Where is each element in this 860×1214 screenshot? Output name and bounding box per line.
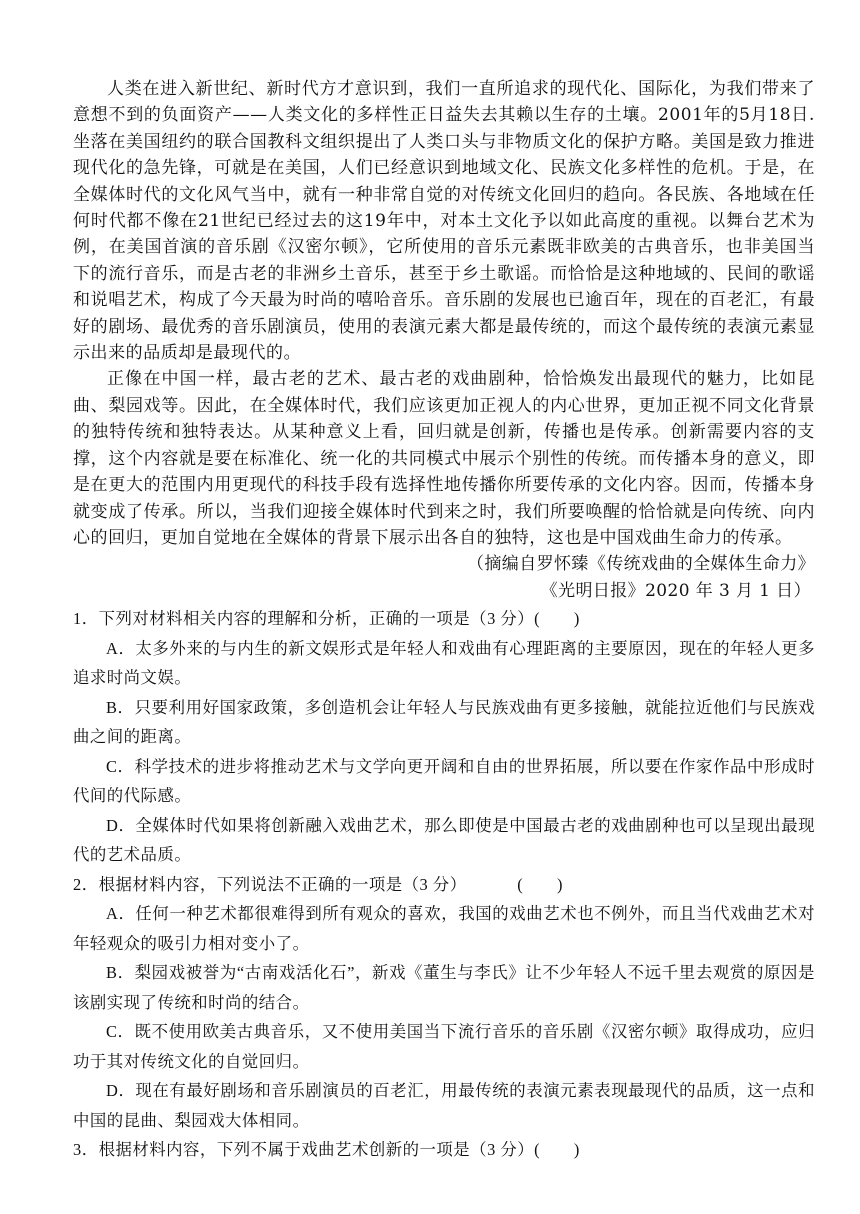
answer-bracket: ( ) bbox=[466, 874, 563, 894]
option-b: B．只要利用好国家政策，多创造机会让年轻人与民族戏曲有更多接触，就能拉近他们与民族戏曲之间的距离。 bbox=[73, 697, 815, 747]
answer-bracket: ( ) bbox=[534, 609, 580, 629]
option-a: A．太多外来的与内生的新文娱形式是年轻人和戏曲有心理距离的主要原因，现在的年轻人更多追求时尚文娱。 bbox=[73, 638, 815, 688]
reading-passage bbox=[73, 76, 815, 604]
option-d: D．全媒体时代如果将创新融入戏曲艺术，那么即使是中国最古老的戏曲剧种也可以呈现出最现代的艺术品质。 bbox=[73, 815, 815, 865]
passage-paragraph-2: 正像在中国一样，最古老的艺术、最古老的戏曲剧种，恰恰焕发出最现代的魅力，比如昆曲、梨园戏等。因此，在全媒体时代，我们应该更加正视人的内心世界，更加正视不同文化背景的独特传统和独特表达。从某种意义上看，回归就是创新，传播也是传承。创新需要内容的支撑，这个内容就是要在标准化、统一化的共同模式中展示个别性的传统。而传播本身的意义，即是在更大的范围内用更现代的科技手段有选择性地传播你所要传承的文化内容。因而，传播本身就变成了传承。所以，当我们迎接全媒体时代到来之时，我们所要唤醒的恰恰就是向传统、向内心的回归，更加自觉地在全媒体的背景下展示出各自的独特，这也是中国戏曲生命力的传承。 bbox=[73, 369, 815, 548]
question-2 bbox=[73, 870, 815, 1136]
option-d: D．现在有最好剧场和音乐剧演员的百老汇，用最传统的表演元素表现最现代的品质，这一点和中国的昆曲、梨园戏大体相同。 bbox=[73, 1081, 815, 1130]
option-c: C．科学技术的进步将推动艺术与文学向更开阔和自由的世界拓展，所以要在作家作品中形成时代间的代际感。 bbox=[73, 756, 815, 806]
exam-page bbox=[73, 76, 815, 1165]
question-3 bbox=[73, 1135, 815, 1165]
option-c: C．既不使用欧美古典音乐，又不使用美国当下流行音乐的音乐剧《汉密尔顿》取得成功，应归功于其对传统文化的自觉回归。 bbox=[73, 1022, 815, 1071]
question-stem bbox=[73, 870, 815, 900]
question-text: 1．下列对材料相关内容的理解和分析，正确的一项是（3 分） bbox=[73, 609, 535, 629]
option-b: B．梨园戏被誉为“古南戏活化石”，新戏《董生与李氏》让不少年轻人不远千里去观赏的原因是该剧实现了传统和时尚的结合。 bbox=[73, 963, 815, 1012]
answer-bracket: ( ) bbox=[534, 1140, 580, 1160]
question-stem bbox=[73, 604, 815, 634]
question-text: 3．根据材料内容，下列不属于戏曲艺术创新的一项是（3 分） bbox=[73, 1140, 535, 1160]
question-stem bbox=[73, 1135, 815, 1165]
question-text: 2．根据材料内容，下列说法不正确的一项是（3 分） bbox=[73, 874, 467, 894]
option-a: A．任何一种艺术都很难得到所有观众的喜欢，我国的戏曲艺术也不例外，而且当代戏曲艺术对年轻观众的吸引力相对变小了。 bbox=[73, 904, 815, 953]
source-citation-line-2: 《光明日报》2020 年 3 月 1 日） bbox=[540, 580, 811, 601]
source-citation-line-1: （摘编自罗怀臻《传统戏曲的全媒体生命力》 bbox=[467, 554, 815, 575]
passage-paragraph-1: 人类在进入新世纪、新时代方才意识到，我们一直所追求的现代化、国际化，为我们带来了意想不到的负面资产——人类文化的多样性正日益失去其赖以生存的土壤。2001年的5月18日.坐落在美国纽约的联合国教科文组织提出了人类口头与非物质文化的保护方略。美国是致力推进现代化的急先锋，可就是在美国，人们已经意识到地域文化、民族文化多样性的危机。于是，在全媒体时代的文化风气当中，就有一种非常自觉的对传统文化回归的趋向。各民族、各地域在任何时代都不像在21世纪已经过去的这19年中，对本土文化予以如此高度的重视。以舞台艺术为例，在美国首演的音乐剧《汉密尔顿》，它所使用的音乐元素既非欧美的古典音乐，也非美国当下的流行音乐，而是古老的非洲乡土音乐，甚至于乡土歌谣。而恰恰是这种地域的、民间的歌谣和说唱艺术，构成了今天最为时尚的嘻哈音乐。音乐剧的发展也已逾百年，现在的百老汇，有最好的剧场、最优秀的音乐剧演员，使用的表演元素大都是最传统的，而这个最传统的表演元素显示出来的品质却是最现代的。 bbox=[73, 79, 815, 364]
question-1 bbox=[73, 604, 815, 870]
